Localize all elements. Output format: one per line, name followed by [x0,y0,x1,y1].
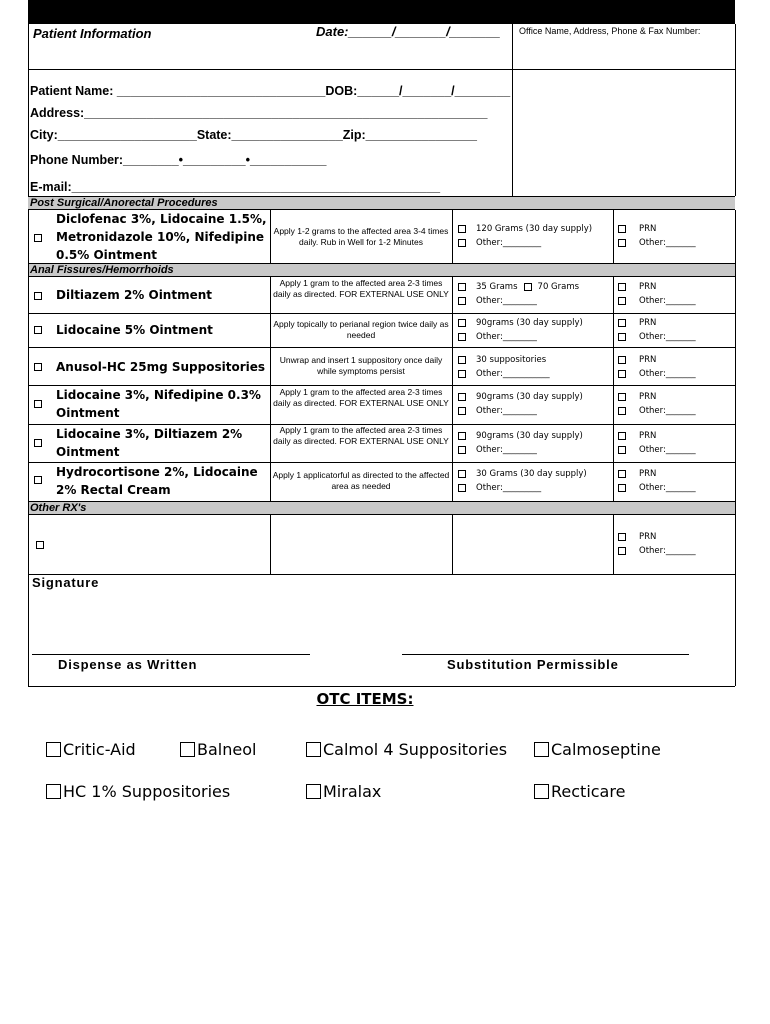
medication-row [30,210,266,263]
checkbox[interactable] [306,742,321,757]
col-line [613,277,614,501]
checkbox[interactable] [618,319,626,327]
address-field[interactable]: Address:__________________________________________________________ [30,106,488,120]
dispense-as-written-label: Dispense as Written [58,657,198,672]
patient-name-dob-field[interactable]: Patient Name: ______________________________DOB:______/_______/________ [30,84,511,98]
qty-other-field[interactable]: Other:_________ [476,483,542,493]
otc-item-label: Miralax [323,782,382,801]
checkbox[interactable] [618,533,626,541]
border-left [28,24,29,196]
prn-options [618,316,733,344]
row-line [28,313,735,314]
otc-item[interactable] [306,782,381,801]
prn-label: PRN [639,532,657,542]
phone-field[interactable]: Phone Number:________•_________•___________ [30,153,327,167]
prn-options [618,429,733,457]
checkbox[interactable] [34,363,42,371]
directions: Apply 1-2 grams to the affected area 3-4 times daily. Rub in Well for 1-2 Minutes [273,226,449,247]
qty-label: 120 Grams (30 day supply) [476,224,593,234]
quantity-options [458,316,613,344]
checkbox[interactable] [534,742,549,757]
directions: Apply 1 gram to the affected area 2-3 times daily as directed. FOR EXTERNAL USE ONLY [273,425,449,446]
checkbox[interactable] [618,470,626,478]
checkbox[interactable] [306,784,321,799]
col-line [270,515,271,574]
header-divider [28,69,735,70]
qty-other-field[interactable]: Other:________ [476,296,537,306]
checkbox[interactable] [618,393,626,401]
medication-name: Diclofenac 3%, Lidocaine 1.5%, Metronidazole 10%, Nifedipine 0.5% Ointment [56,212,267,262]
prn-options [618,530,733,558]
directions: Apply 1 applicatorful as directed to the affected area as needed [272,470,450,491]
checkbox[interactable] [34,292,42,300]
checkbox[interactable] [458,370,466,378]
prn-label: PRN [639,224,657,234]
otc-item[interactable] [46,782,230,801]
col-line [613,515,614,574]
checkbox[interactable] [618,370,626,378]
qty-label: 30 Grams (30 day supply) [476,469,587,479]
otc-item-label: HC 1% Suppositories [63,782,231,801]
medication-row [30,286,266,306]
checkbox[interactable] [34,326,42,334]
qty-label: 90grams (30 day supply) [476,392,583,402]
prn-label: PRN [639,355,657,365]
quantity-options [458,429,613,457]
prn-other-field[interactable]: Other:_______ [639,483,696,493]
prn-options [618,280,733,308]
medication-name: Diltiazem 2% Ointment [56,288,213,302]
row-line [28,347,735,348]
checkbox[interactable] [618,407,626,415]
prn-label: PRN [639,318,657,328]
qty-other-field[interactable]: Other:___________ [476,369,550,379]
checkbox[interactable] [34,400,42,408]
otc-item[interactable] [46,740,136,759]
qty-label: 70 Grams [537,282,580,292]
checkbox[interactable] [46,742,61,757]
checkbox[interactable] [458,393,466,401]
signature-line-dispense[interactable] [32,654,310,655]
section-post-surgical: Post Surgical/Anorectal Procedures [28,196,735,210]
checkbox[interactable] [458,484,466,492]
city-state-zip-field[interactable]: City:____________________State:________________Zip:________________ [30,128,477,142]
otc-item[interactable] [306,740,507,759]
prn-other-field[interactable]: Other:_______ [639,406,696,416]
medication-row [30,386,266,424]
prn-other-field[interactable]: Other:_______ [639,296,696,306]
qty-other-field[interactable]: Other:________ [476,445,537,455]
checkbox[interactable] [618,446,626,454]
row-line [28,574,735,575]
checkbox[interactable] [618,239,626,247]
patient-info-label: Patient Information [33,26,152,41]
qty-label: 35 Grams [476,282,518,292]
otc-item-label: Calmol 4 Suppositories [323,740,508,759]
checkbox[interactable] [458,297,466,305]
col-line [452,277,453,501]
col-line [613,210,614,263]
office-info-label: Office Name, Address, Phone & Fax Number: [519,26,701,36]
otc-item-label: Balneol [197,740,257,759]
quantity-options [458,222,613,250]
table-bottom-border [28,686,735,687]
otc-item-label: Critic-Aid [63,740,136,759]
medication-name: Lidocaine 5% Ointment [56,323,213,337]
otc-item[interactable] [180,740,256,759]
signature-line-substitution[interactable] [402,654,689,655]
directions: Unwrap and insert 1 suppository once daily while symptoms persist [279,355,443,376]
col-line [452,210,453,263]
medication-row [30,358,266,378]
top-header-bar [28,0,735,24]
quantity-options [458,353,613,381]
email-field[interactable]: E-mail:_____________________________________________________ [30,180,441,194]
checkbox[interactable] [458,225,466,233]
medication-row [30,463,266,501]
otc-item-label: Recticare [551,782,626,801]
checkbox[interactable] [34,234,42,242]
checkbox[interactable] [524,283,532,291]
quantity-options [458,390,613,418]
checkbox[interactable] [458,239,466,247]
checkbox[interactable] [618,356,626,364]
other-rx-directions-field[interactable] [272,516,450,573]
qty-label: 30 suppositories [476,355,547,365]
checkbox[interactable] [458,432,466,440]
table-left-border [28,210,29,686]
checkbox[interactable] [34,476,42,484]
medication-name: Lidocaine 3%, Diltiazem 2% Ointment [56,427,243,459]
prn-options [618,353,733,381]
checkbox[interactable] [618,333,626,341]
qty-other-field[interactable]: Other:_________ [476,238,542,248]
col-line [452,515,453,574]
checkbox[interactable] [618,432,626,440]
qty-other-field[interactable]: Other:________ [476,332,537,342]
prn-label: PRN [639,469,657,479]
otc-item[interactable] [534,740,661,759]
prn-label: PRN [639,392,657,402]
prn-options [618,390,733,418]
prn-other-field[interactable]: Other:_______ [639,238,696,248]
prn-other-field[interactable]: Other:_______ [639,546,696,556]
checkbox[interactable] [458,333,466,341]
prn-label: PRN [639,282,657,292]
quantity-options [458,467,613,495]
medication-row [30,321,266,341]
directions: Apply 1 gram to the affected area 2-3 times daily as directed. FOR EXTERNAL USE ONLY [273,387,449,408]
directions: Apply 1 gram to the affected area 2-3 times daily as directed. FOR EXTERNAL USE ONLY [273,278,449,299]
checkbox[interactable] [458,319,466,327]
checkbox[interactable] [458,446,466,454]
checkbox[interactable] [180,742,195,757]
otc-title: OTC ITEMS: [316,690,414,708]
prn-label: PRN [639,431,657,441]
office-divider [512,24,513,196]
qty-other-field[interactable]: Other:________ [476,406,537,416]
otc-item[interactable] [534,782,625,801]
prn-other-field[interactable]: Other:_______ [639,445,696,455]
medication-name: Lidocaine 3%, Nifedipine 0.3% Ointment [56,388,261,420]
medication-name: Hydrocortisone 2%, Lidocaine 2% Rectal Cream [56,465,258,497]
prn-other-field[interactable]: Other:_______ [639,369,696,379]
section-anal-fissures: Anal Fissures/Hemorrhoids [28,263,735,277]
checkbox[interactable] [618,547,626,555]
checkbox[interactable] [458,356,466,364]
date-field[interactable]: Date:______/_______/_______ [316,24,501,39]
medication-row [30,425,266,462]
checkbox[interactable] [618,283,626,291]
checkbox[interactable] [46,784,61,799]
checkbox[interactable] [534,784,549,799]
qty-label: 90grams (30 day supply) [476,431,583,441]
quantity-options [458,280,613,308]
checkbox[interactable] [618,484,626,492]
signature-label: Signature [32,575,100,590]
checkbox[interactable] [458,470,466,478]
section-other-rx: Other RX's [28,501,735,515]
directions: Apply topically to perianal region twice daily as needed [273,319,449,340]
other-rx-quantity-field[interactable] [454,516,612,573]
checkbox[interactable] [618,297,626,305]
qty-label: 90grams (30 day supply) [476,318,583,328]
prn-other-field[interactable]: Other:_______ [639,332,696,342]
border-right [735,24,736,196]
otc-item-label: Calmoseptine [551,740,661,759]
checkbox[interactable] [458,283,466,291]
checkbox[interactable] [34,439,42,447]
checkbox[interactable] [458,407,466,415]
table-right-border [735,210,736,686]
substitution-permissible-label: Substitution Permissible [447,657,619,672]
medication-name: Anusol-HC 25mg Suppositories [56,360,266,374]
prn-options [618,467,733,495]
checkbox[interactable] [618,225,626,233]
checkbox[interactable] [36,541,44,549]
prn-options [618,222,733,250]
